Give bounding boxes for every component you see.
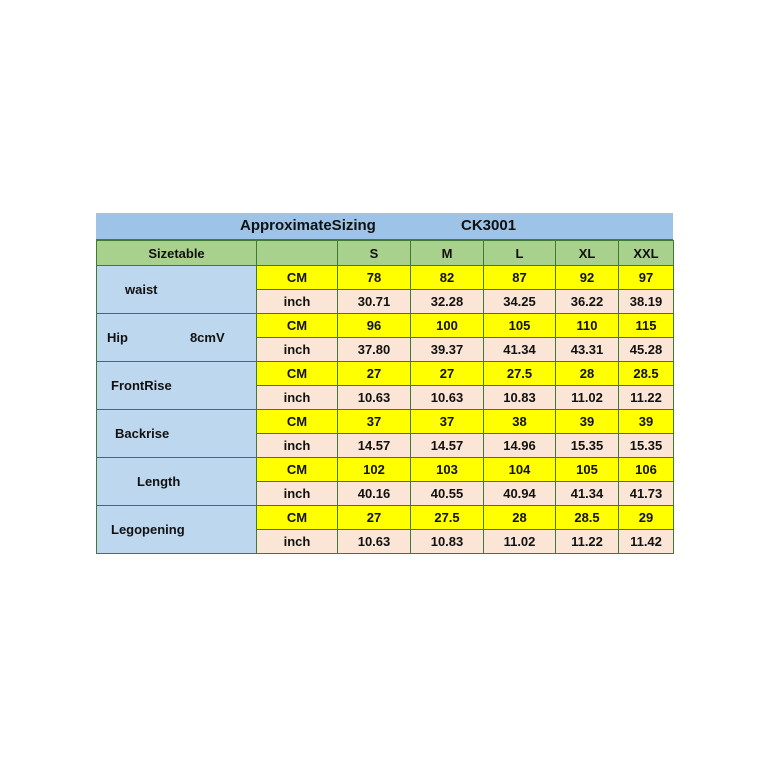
inch-value: 40.55	[411, 482, 484, 506]
cm-value: 100	[411, 314, 484, 338]
inch-value: 45.28	[619, 338, 674, 362]
measurement-row-cm	[97, 458, 674, 482]
inch-value: 15.35	[619, 434, 674, 458]
measurement-label: Backrise	[115, 426, 170, 441]
unit-inch: inch	[257, 290, 338, 314]
inch-value: 10.83	[484, 386, 556, 410]
product-code: CK3001	[461, 217, 517, 234]
size-header: XL	[556, 241, 619, 266]
unit-inch: inch	[257, 530, 338, 554]
cm-value: 28	[484, 506, 556, 530]
cm-value: 39	[556, 410, 619, 434]
inch-value: 37.80	[338, 338, 411, 362]
header-row	[97, 241, 674, 266]
inch-value: 11.02	[556, 386, 619, 410]
inch-value: 32.28	[411, 290, 484, 314]
measurement-label-cell	[97, 458, 257, 506]
unit-inch: inch	[257, 482, 338, 506]
inch-value: 15.35	[556, 434, 619, 458]
measurement-row-cm	[97, 410, 674, 434]
measurement-label: Hip	[107, 330, 128, 345]
header-blank	[257, 241, 338, 266]
cm-value: 27.5	[484, 362, 556, 386]
cm-value: 27	[411, 362, 484, 386]
cm-value: 38	[484, 410, 556, 434]
size-header: S	[338, 241, 411, 266]
cm-value: 105	[556, 458, 619, 482]
cm-value: 104	[484, 458, 556, 482]
inch-value: 11.42	[619, 530, 674, 554]
title-bar	[96, 213, 673, 240]
unit-cm: CM	[257, 506, 338, 530]
measurement-label-cell	[97, 314, 257, 362]
unit-cm: CM	[257, 362, 338, 386]
measurement-row-cm	[97, 314, 674, 338]
measurement-label-cell	[97, 266, 257, 314]
inch-value: 10.83	[411, 530, 484, 554]
cm-value: 27	[338, 506, 411, 530]
measurement-label-cell	[97, 362, 257, 410]
chart-title: ApproximateSizing	[240, 217, 376, 234]
measurement-note: 8cmV	[189, 330, 225, 345]
inch-value: 11.22	[619, 386, 674, 410]
cm-value: 27.5	[411, 506, 484, 530]
size-header: L	[484, 241, 556, 266]
inch-value: 14.57	[411, 434, 484, 458]
measurement-row-cm	[97, 362, 674, 386]
size-chart	[96, 213, 673, 554]
unit-inch: inch	[257, 434, 338, 458]
inch-value: 10.63	[338, 386, 411, 410]
inch-value: 10.63	[411, 386, 484, 410]
measurement-label: waist	[125, 282, 158, 297]
size-header: M	[411, 241, 484, 266]
inch-value: 14.57	[338, 434, 411, 458]
size-header: XXL	[619, 241, 674, 266]
measurement-label-cell	[97, 410, 257, 458]
cm-value: 87	[484, 266, 556, 290]
cm-value: 37	[411, 410, 484, 434]
measurement-row-cm	[97, 506, 674, 530]
cm-value: 78	[338, 266, 411, 290]
inch-value: 10.63	[338, 530, 411, 554]
measurement-row-cm	[97, 266, 674, 290]
unit-inch: inch	[257, 338, 338, 362]
cm-value: 27	[338, 362, 411, 386]
inch-value: 41.34	[484, 338, 556, 362]
unit-inch: inch	[257, 386, 338, 410]
measurement-label: Length	[137, 474, 181, 489]
inch-value: 14.96	[484, 434, 556, 458]
unit-cm: CM	[257, 314, 338, 338]
inch-value: 36.22	[556, 290, 619, 314]
cm-value: 103	[411, 458, 484, 482]
unit-cm: CM	[257, 266, 338, 290]
cm-value: 96	[338, 314, 411, 338]
cm-value: 105	[484, 314, 556, 338]
inch-value: 40.16	[338, 482, 411, 506]
cm-value: 97	[619, 266, 674, 290]
cm-value: 28.5	[619, 362, 674, 386]
inch-value: 38.19	[619, 290, 674, 314]
unit-cm: CM	[257, 458, 338, 482]
inch-value: 41.73	[619, 482, 674, 506]
cm-value: 110	[556, 314, 619, 338]
inch-value: 39.37	[411, 338, 484, 362]
measurement-label: FrontRise	[111, 378, 172, 393]
header-label: Sizetable	[97, 241, 257, 266]
cm-value: 28	[556, 362, 619, 386]
cm-value: 28.5	[556, 506, 619, 530]
inch-value: 11.22	[556, 530, 619, 554]
inch-value: 43.31	[556, 338, 619, 362]
cm-value: 106	[619, 458, 674, 482]
inch-value: 30.71	[338, 290, 411, 314]
inch-value: 34.25	[484, 290, 556, 314]
inch-value: 41.34	[556, 482, 619, 506]
cm-value: 115	[619, 314, 674, 338]
cm-value: 92	[556, 266, 619, 290]
cm-value: 29	[619, 506, 674, 530]
unit-cm: CM	[257, 410, 338, 434]
measurement-label: Legopening	[111, 522, 185, 537]
size-table	[96, 240, 674, 554]
inch-value: 11.02	[484, 530, 556, 554]
cm-value: 39	[619, 410, 674, 434]
cm-value: 102	[338, 458, 411, 482]
cm-value: 82	[411, 266, 484, 290]
measurement-label-cell	[97, 506, 257, 554]
inch-value: 40.94	[484, 482, 556, 506]
cm-value: 37	[338, 410, 411, 434]
